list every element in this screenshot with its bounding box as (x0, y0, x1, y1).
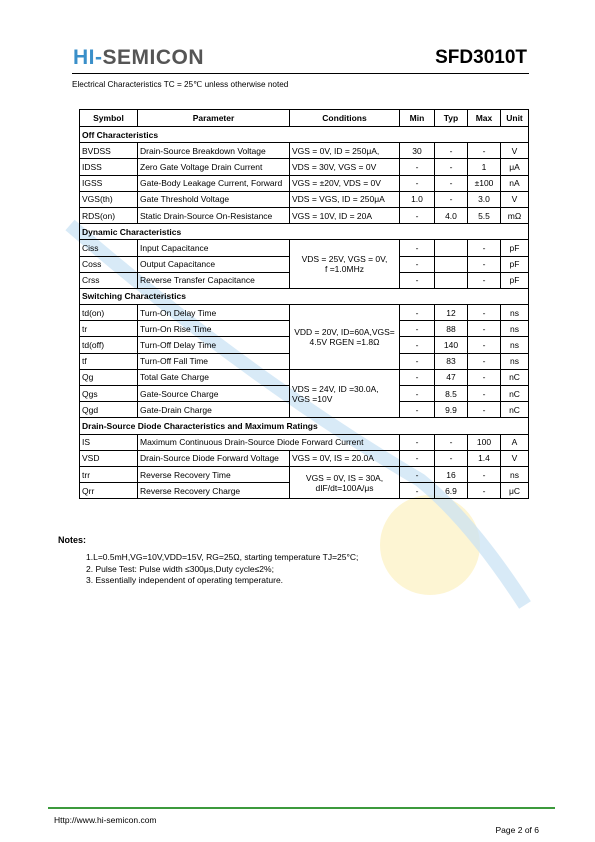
cell-symbol: trr (80, 466, 138, 482)
cell-typ (435, 240, 468, 256)
table-row (80, 240, 529, 256)
cell-unit: ns (501, 321, 529, 337)
cell-conditions-diode (290, 466, 400, 498)
cell-parameter: Turn-Off Fall Time (138, 353, 290, 369)
table-row (80, 305, 529, 321)
cell-max: 100 (468, 434, 501, 450)
cell-conditions: VGS = 0V, ID = 250μA, (290, 143, 400, 159)
header-rule (72, 73, 529, 74)
cell-max: - (468, 272, 501, 288)
footer-rule (48, 807, 555, 809)
cell-unit: nC (501, 386, 529, 402)
header-parameter: Parameter (138, 110, 290, 127)
cell-min: - (400, 272, 435, 288)
cell-min: - (400, 159, 435, 175)
table-row (80, 450, 529, 466)
cell-unit: μA (501, 159, 529, 175)
table-row (80, 175, 529, 191)
cell-min: 30 (400, 143, 435, 159)
switching-cond-2-line-2: VGS =10V (292, 393, 333, 404)
cell-max: - (468, 402, 501, 418)
cell-max: 1 (468, 159, 501, 175)
cell-parameter: Drain-Source Breakdown Voltage (138, 143, 290, 159)
cell-symbol: VSD (80, 450, 138, 466)
header-symbol: Symbol (80, 110, 138, 127)
cell-symbol: Qgd (80, 402, 138, 418)
footer-url[interactable]: Http://www.hi-semicon.com (54, 815, 157, 825)
switching-cond-2-line-1: VDS = 24V, ID =30.0A, (292, 383, 379, 394)
cell-max: - (468, 143, 501, 159)
cell-symbol: Qrr (80, 483, 138, 499)
cell-parameter: Gate-Body Leakage Current, Forward (138, 175, 290, 191)
cell-symbol: IGSS (80, 175, 138, 191)
cell-unit: V (501, 450, 529, 466)
cell-symbol: Coss (80, 256, 138, 272)
cell-conditions: VDS = VGS, ID = 250μA (290, 191, 400, 207)
cell-min: - (400, 175, 435, 191)
cell-parameter: Input Capacitance (138, 240, 290, 256)
cell-symbol: td(off) (80, 337, 138, 353)
header-max: Max (468, 110, 501, 127)
header-conditions: Conditions (290, 110, 400, 127)
cell-symbol: IDSS (80, 159, 138, 175)
cell-max: 1.4 (468, 450, 501, 466)
company-logo (73, 46, 204, 70)
cell-typ: 8.5 (435, 386, 468, 402)
table-subtitle: Electrical Characteristics TC = 25℃ unless otherwise noted (72, 80, 289, 89)
cell-parameter: Reverse Recovery Time (138, 466, 290, 482)
cell-parameter: Static Drain-Source On-Resistance (138, 207, 290, 223)
cell-symbol: td(on) (80, 305, 138, 321)
page-number: Page 2 of 6 (495, 825, 539, 835)
cell-typ: 6.9 (435, 483, 468, 499)
cell-conditions: VDS = 30V, VGS = 0V (290, 159, 400, 175)
cell-typ: - (435, 175, 468, 191)
cell-symbol: Qg (80, 369, 138, 385)
cell-parameter: Total Gate Charge (138, 369, 290, 385)
cell-max: 5.5 (468, 207, 501, 223)
cell-unit: pF (501, 272, 529, 288)
diode-cond-line-1: VGS = 0V, IS = 30A, (305, 472, 384, 483)
cell-parameter: Output Capacitance (138, 256, 290, 272)
cell-typ (435, 272, 468, 288)
header-unit: Unit (501, 110, 529, 127)
cell-unit: V (501, 143, 529, 159)
cell-conditions-switching-1 (290, 305, 400, 370)
cell-typ: - (435, 159, 468, 175)
cell-symbol: VGS(th) (80, 191, 138, 207)
cell-max: 3.0 (468, 191, 501, 207)
cell-parameter: Turn-On Rise Time (138, 321, 290, 337)
cell-typ: - (435, 450, 468, 466)
table-row (80, 466, 529, 482)
cell-min: - (400, 240, 435, 256)
cell-conditions: VGS = 0V, IS = 20.0A (290, 450, 400, 466)
cell-unit: ns (501, 337, 529, 353)
cell-max: - (468, 240, 501, 256)
cell-parameter: Gate-Source Charge (138, 386, 290, 402)
cell-typ: 47 (435, 369, 468, 385)
cell-symbol: Qgs (80, 386, 138, 402)
section-row (80, 224, 529, 240)
logo-text-semicon: SEMICON (102, 46, 205, 69)
cell-parameter: Zero Gate Voltage Drain Current (138, 159, 290, 175)
cell-max: - (468, 305, 501, 321)
notes-title: Notes: (58, 535, 87, 545)
table-row (80, 143, 529, 159)
diode-cond-line-2: dIF/dt=100A/μs (315, 482, 374, 493)
cell-unit: ns (501, 305, 529, 321)
cell-symbol: BVDSS (80, 143, 138, 159)
cell-max: - (468, 321, 501, 337)
cell-typ: - (435, 191, 468, 207)
cell-typ: - (435, 434, 468, 450)
cell-min: - (400, 466, 435, 482)
cell-unit: mΩ (501, 207, 529, 223)
table-row (80, 369, 529, 385)
cell-parameter: Drain-Source Diode Forward Voltage (138, 450, 290, 466)
cell-min: - (400, 434, 435, 450)
cell-max: - (468, 483, 501, 499)
cell-unit: nC (501, 402, 529, 418)
cell-parameter: Gate Threshold Voltage (138, 191, 290, 207)
cell-min: - (400, 305, 435, 321)
cell-max: - (468, 337, 501, 353)
cell-min: - (400, 369, 435, 385)
cell-min: - (400, 207, 435, 223)
cell-symbol: IS (80, 434, 138, 450)
cell-max: - (468, 353, 501, 369)
watermark-sun (380, 495, 480, 595)
cell-conditions-switching-2 (290, 369, 400, 418)
cell-max: - (468, 256, 501, 272)
switching-cond-1-line-2: 4.5V RGEN =1.8Ω (309, 336, 380, 347)
logo-text-hi: HI- (73, 46, 103, 69)
cell-symbol: Crss (80, 272, 138, 288)
cell-min: 1.0 (400, 191, 435, 207)
cell-typ: 140 (435, 337, 468, 353)
cell-symbol: Ciss (80, 240, 138, 256)
section-row (80, 127, 529, 143)
cell-typ: - (435, 143, 468, 159)
section-row (80, 288, 529, 304)
table-row (80, 434, 529, 450)
cell-min: - (400, 321, 435, 337)
cell-parameter: Gate-Drain Charge (138, 402, 290, 418)
table-header-row (80, 110, 529, 127)
cell-min: - (400, 337, 435, 353)
table-row (80, 191, 529, 207)
cell-parameter: Reverse Recovery Charge (138, 483, 290, 499)
cell-unit: V (501, 191, 529, 207)
cell-min: - (400, 402, 435, 418)
cell-unit: nA (501, 175, 529, 191)
cell-min: - (400, 483, 435, 499)
cell-typ: 12 (435, 305, 468, 321)
section-switching: Switching Characteristics (80, 288, 529, 304)
cell-conditions: VGS = ±20V, VDS = 0V (290, 175, 400, 191)
cell-typ (435, 256, 468, 272)
cell-max: - (468, 369, 501, 385)
section-row (80, 418, 529, 434)
cell-unit: ns (501, 353, 529, 369)
cell-min: - (400, 450, 435, 466)
cell-unit: pF (501, 240, 529, 256)
notes-list (86, 552, 358, 587)
section-dynamic: Dynamic Characteristics (80, 224, 529, 240)
note-item: 3. Essentially independent of operating temperature. (86, 575, 284, 585)
header-typ: Typ (435, 110, 468, 127)
cell-max: ±100 (468, 175, 501, 191)
switching-cond-1-line-1: VDD = 20V, ID=60A,VGS= (294, 326, 395, 337)
cell-conditions-dynamic (290, 240, 400, 289)
cell-typ: 83 (435, 353, 468, 369)
dynamic-cond-line-2: f =1.0MHz (325, 264, 364, 275)
table-row (80, 159, 529, 175)
cell-parameter: Maximum Continuous Drain-Source Diode Forward Current (138, 434, 400, 450)
cell-unit: A (501, 434, 529, 450)
cell-min: - (400, 256, 435, 272)
section-off: Off Characteristics (80, 127, 529, 143)
dynamic-cond-line-1: VDS = 25V, VGS = 0V, (301, 254, 388, 265)
table-row (80, 207, 529, 223)
section-diode: Drain-Source Diode Characteristics and Maximum Ratings (80, 418, 529, 434)
cell-parameter: Turn-On Delay Time (138, 305, 290, 321)
cell-parameter: Turn-Off Delay Time (138, 337, 290, 353)
cell-unit: nC (501, 369, 529, 385)
cell-unit: pF (501, 256, 529, 272)
note-item: 2. Pulse Test: Pulse width ≤300μs,Duty cycle≤2%; (86, 563, 274, 574)
electrical-characteristics-table (79, 109, 529, 499)
cell-symbol: RDS(on) (80, 207, 138, 223)
cell-typ: 16 (435, 466, 468, 482)
cell-typ: 88 (435, 321, 468, 337)
note-item: 1.L=0.5mH,VG=10V,VDD=15V, RG=25Ω, starting temperature TJ=25°C; (86, 552, 359, 562)
cell-min: - (400, 386, 435, 402)
cell-conditions: VGS = 10V, ID = 20A (290, 207, 400, 223)
cell-max: - (468, 466, 501, 482)
cell-symbol: tf (80, 353, 138, 369)
cell-typ: 4.0 (435, 207, 468, 223)
cell-min: - (400, 353, 435, 369)
cell-unit: ns (501, 466, 529, 482)
header-min: Min (400, 110, 435, 127)
cell-parameter: Reverse Transfer Capacitance (138, 272, 290, 288)
cell-unit: μC (501, 483, 529, 499)
cell-typ: 9.9 (435, 402, 468, 418)
part-number: SFD3010T (435, 47, 527, 68)
cell-symbol: tr (80, 321, 138, 337)
cell-max: - (468, 386, 501, 402)
